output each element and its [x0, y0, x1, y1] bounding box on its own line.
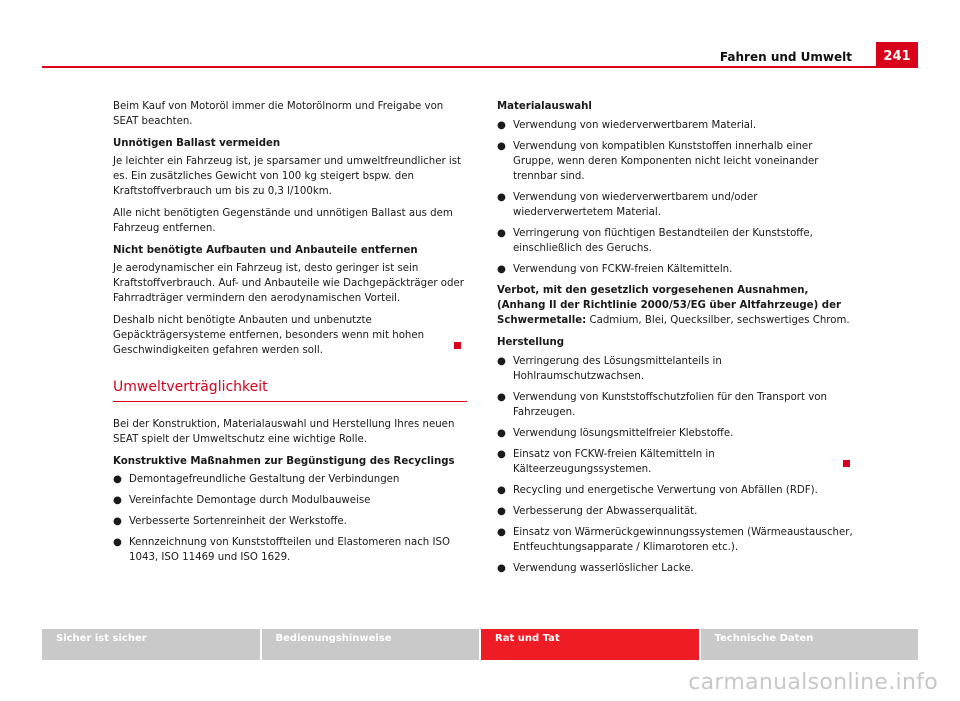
list-item: ● Verwendung von kompatiblen Kunststoffen innerhalb einer Gruppe, wenn deren Komponenten nicht leicht voneinander trennbar sind. [497, 141, 819, 182]
watermark: carmanualsonline.info [688, 670, 938, 695]
left-column [113, 99, 467, 571]
list-item: ● Verbesserung der Abwasserqualität. [497, 506, 698, 517]
page-number: 241 [876, 42, 918, 68]
paragraph-motoroel: Beim Kauf von Motoröl immer die Motorölnorm und Freigabe von SEAT beachten. [113, 101, 444, 127]
section-end-marker [454, 342, 461, 349]
heading-ballast: Unnötigen Ballast vermeiden [113, 138, 281, 149]
list-item: ● Kennzeichnung von Kunststoffteilen und Elastomeren nach ISO 1043, ISO 11469 und ISO 1629. [113, 537, 450, 563]
page-section-title: Fahren und Umwelt [719, 50, 852, 64]
tab-technische-daten[interactable]: Technische Daten [701, 629, 919, 660]
list-item: ● Verringerung von flüchtigen Bestandteilen der Kunststoffe, einschließlich des Geruchs. [497, 228, 813, 254]
tab-sicher-ist-sicher[interactable]: Sicher ist sicher [42, 629, 262, 660]
tab-rat-und-tat[interactable]: Rat und Tat [481, 629, 701, 660]
heading-konstruktiv: Konstruktive Maßnahmen zur Begünstigung des Recyclings [113, 456, 455, 467]
heading-aufbauten: Nicht benötigte Aufbauten und Anbauteile entfernen [113, 245, 418, 256]
list-item: ● Verwendung lösungsmittelfreier Klebstoffe. [497, 428, 734, 439]
header-rule [42, 66, 918, 68]
paragraph-ballast-1: Je leichter ein Fahrzeug ist, je sparsamer und umweltfreundlicher ist es. Ein zusätzliches Gewicht von 100 kg steigert bspw. den Kraftstoffverbrauch um bis zu 0,3 l/100km. [113, 156, 462, 197]
paragraph-intro: Bei der Konstruktion, Materialauswahl und Herstellung Ihres neuen SEAT spielt der Umweltschutz eine wichtige Rolle. [113, 419, 455, 445]
list-item: ● Einsatz von FCKW-freien Kältemitteln in Kälteerzeugungssystemen. [497, 449, 715, 475]
paragraph-aufbauten-1: Je aerodynamischer ein Fahrzeug ist, desto geringer ist sein Kraftstoffverbrauch. Auf- und Anbauteile wie Dachgepäckträger oder Fahrradträger vermindern den aerodynamischen Vorteil. [113, 263, 464, 304]
footer-nav [42, 629, 918, 660]
heading-material: Materialauswahl [497, 101, 592, 112]
list-item: ● Demontagefreundliche Gestaltung der Verbindungen [113, 474, 400, 485]
list-item: ● Verringerung des Lösungsmittelanteils in Hohlraumschutzwachsen. [497, 356, 722, 382]
heading-herstellung: Herstellung [497, 337, 565, 348]
section-end-marker [843, 460, 850, 467]
list-item: ● Verwendung wasserlöslicher Lacke. [497, 563, 694, 574]
list-item: ● Verwendung von FCKW-freien Kältemitteln. [497, 264, 733, 275]
list-item: ● Verwendung von wiederverwertbarem Material. [497, 120, 757, 131]
paragraph-aufbauten-2: Deshalb nicht benötigte Anbauten und unbenutzte Gepäckträgersysteme entfernen, besonders wenn mit hohen Geschwindigkeiten gefahren werden soll. [113, 315, 425, 356]
list-item: ● Einsatz von Wärmerückgewinnungssystemen (Wärmeaustauscher, Entfeuchtungsapparate / Klimarotoren etc.). [497, 527, 853, 553]
tab-bedienungshinweise[interactable]: Bedienungshinweise [262, 629, 482, 660]
list-item: ● Vereinfachte Demontage durch Modulbauweise [113, 495, 371, 506]
list-item: ● Verbesserte Sortenreinheit der Werkstoffe. [113, 516, 347, 527]
paragraph-ballast-2: Alle nicht benötigten Gegenstände und unnötigen Ballast aus dem Fahrzeug entfernen. [113, 208, 453, 234]
list-item: ● Verwendung von Kunststoffschutzfolien für den Transport von Fahrzeugen. [497, 392, 827, 418]
right-column [497, 99, 853, 582]
paragraph-verbot: Verbot, mit den gesetzlich vorgesehenen Ausnahmen, (Anhang II der Richtlinie 2000/53/EG über Altfahrzeuge) der Schwermetalle: Cadmium, Blei, Quecksilber, sechswertiges Chrom. [497, 285, 850, 326]
list-item: ● Recycling und energetische Verwertung von Abfällen (RDF). [497, 485, 818, 496]
list-item: ● Verwendung von wiederverwertbarem und/oder wiederverwertetem Material. [497, 192, 758, 218]
section-heading-umwelt: Umweltverträglichkeit [113, 380, 467, 402]
